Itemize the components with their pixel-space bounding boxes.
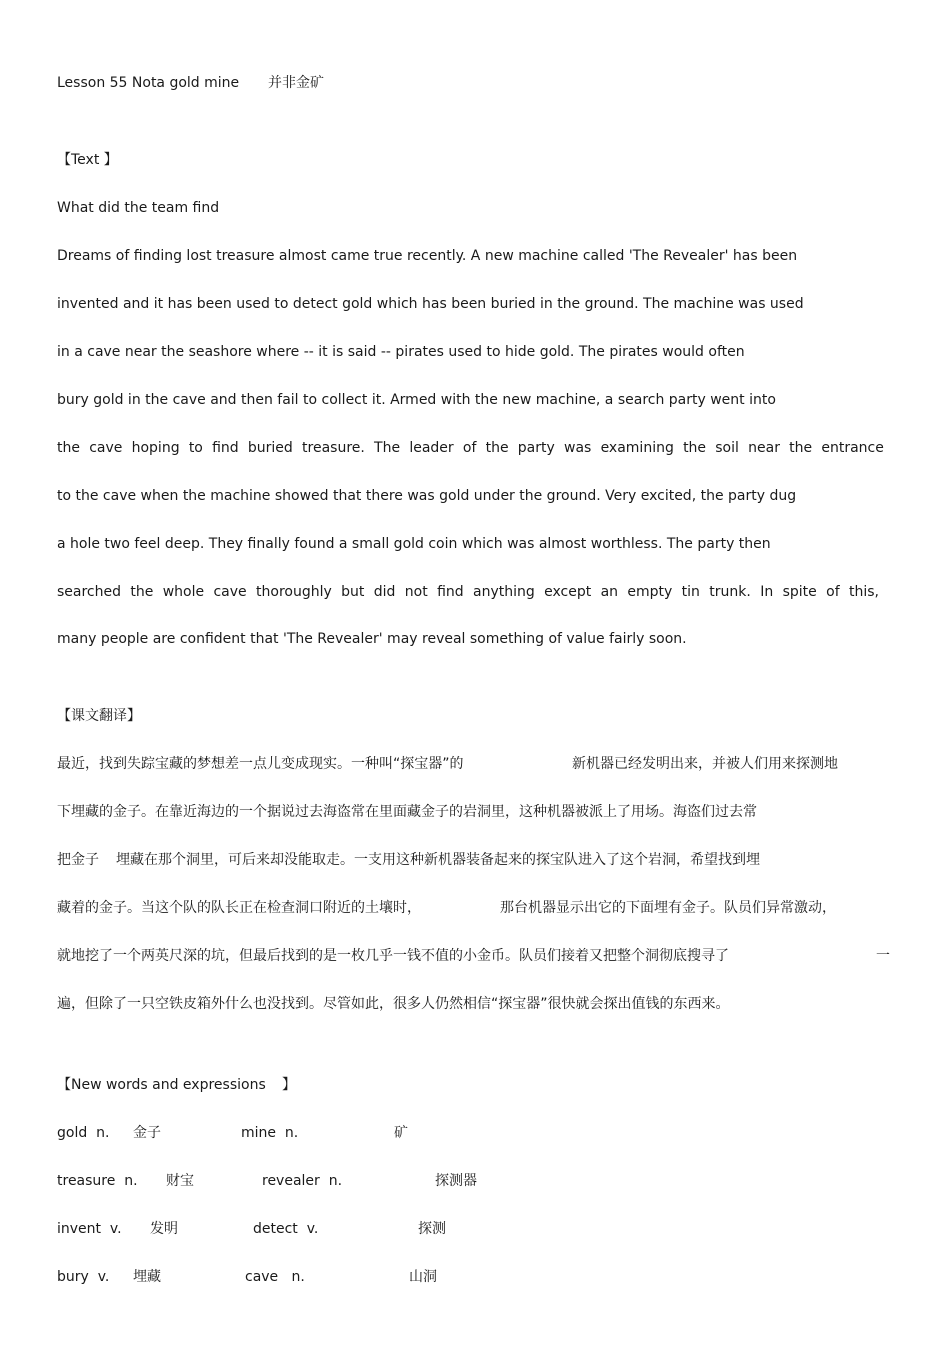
vocab-word: gold n. <box>57 1125 110 1141</box>
text-word: entrance <box>821 440 884 456</box>
text-word: soil <box>715 440 739 456</box>
vocab-word: revealer n. <box>262 1173 343 1189</box>
text-word: the <box>485 440 509 456</box>
vocab-meaning: 发明 <box>150 1221 178 1237</box>
text-word: was <box>564 440 592 456</box>
text-word: of <box>462 440 477 456</box>
translation-line: 最近，找到失踪宝藏的梦想差一点儿变成现实。一种叫“探宝器”的 <box>57 756 464 772</box>
vocab-meaning: 探测器 <box>435 1173 477 1189</box>
text-word: to <box>188 440 203 456</box>
text-word: examining <box>600 440 674 456</box>
text-word: In <box>760 584 774 600</box>
text-line: bury gold in the cave and then fail to collect it. Armed with the new machine, a search party went into <box>57 392 776 408</box>
vocab-meaning: 埋藏 <box>133 1269 161 1285</box>
text-word: cave <box>89 440 123 456</box>
text-word: buried <box>247 440 293 456</box>
translation-line: 把金子 <box>57 852 99 868</box>
vocab-meaning: 探测 <box>418 1221 446 1237</box>
text-word: treasure. <box>302 440 365 456</box>
text-word: the <box>130 584 154 600</box>
lesson-title: Lesson 55 Nota gold mine <box>57 75 240 91</box>
lesson-title-zh: 并非金矿 <box>268 75 324 91</box>
vocab-word: detect v. <box>253 1221 319 1237</box>
vocab-meaning: 矿 <box>394 1125 408 1141</box>
text-word: cave <box>213 584 247 600</box>
text-word: except <box>544 584 592 600</box>
text-word: thoroughly <box>256 584 332 600</box>
text-word: of <box>826 584 840 600</box>
vocab-word: bury v. <box>57 1269 110 1285</box>
vocab-word: cave n. <box>245 1269 305 1285</box>
text-word: leader <box>409 440 454 456</box>
text-line: Dreams of finding lost treasure almost came true recently. A new machine called 'The Revealer' has been <box>57 248 798 264</box>
vocab-word: treasure n. <box>57 1173 138 1189</box>
translation-line: 下埋藏的金子。在靠近海边的一个据说过去海盗常在里面藏金子的岩洞里，这种机器被派上了用场。海盗们过去常 <box>57 804 757 820</box>
vocab-meaning: 财宝 <box>166 1173 194 1189</box>
translation-line: 藏着的金子。当这个队的队长正在检查洞口附近的土壤时， <box>57 900 421 916</box>
text-word: find <box>437 584 464 600</box>
text-word: empty <box>627 584 673 600</box>
text-line: a hole two feel deep. They finally found a small gold coin which was almost worthless. The party then <box>57 536 771 552</box>
text-word: the <box>683 440 707 456</box>
text-word: not <box>404 584 428 600</box>
vocab-word: mine n. <box>241 1125 299 1141</box>
translation-line-tail: 埋藏在那个洞里，可后来却没能取走。一支用这种新机器装备起来的探宝队进入了这个岩洞，希望找到埋 <box>116 852 760 868</box>
translation-heading: 【课文翻译】 <box>57 708 141 724</box>
text-line: invented and it has been used to detect gold which has been buried in the ground. The machine was used <box>57 296 804 312</box>
vocab-word: invent v. <box>57 1221 122 1237</box>
vocab-meaning: 山洞 <box>409 1269 437 1285</box>
text-word: but <box>341 584 365 600</box>
text-word: hoping <box>131 440 180 456</box>
text-line: in a cave near the seashore where -- it is said -- pirates used to hide gold. The pirates would often <box>57 344 745 360</box>
text-word: whole <box>162 584 205 600</box>
translation-line: 遍，但除了一只空铁皮箱外什么也没找到。尽管如此，很多人仍然相信“探宝器”很快就会探出值钱的东西来。 <box>57 996 730 1012</box>
vocab-meaning: 金子 <box>133 1125 161 1141</box>
translation-line-tail: 那台机器显示出它的下面埋有金子。队员们异常激动， <box>500 900 836 916</box>
text-word: near <box>748 440 780 456</box>
text-word: this, <box>849 584 879 600</box>
vocab-heading: 【New words and expressions <box>57 1077 266 1093</box>
translation-line-tail: 一 <box>876 948 890 964</box>
vocab-heading-close: 】 <box>282 1077 296 1093</box>
text-word: trunk. <box>709 584 751 600</box>
text-word: an <box>600 584 619 600</box>
text-word: the <box>57 440 80 456</box>
text-word: tin <box>681 584 700 600</box>
text-word: find <box>212 440 239 456</box>
text-line-justified <box>57 439 884 457</box>
text-heading: 【Text 】 <box>57 152 118 168</box>
text-word: The <box>374 440 401 456</box>
text-line-justified <box>57 583 879 601</box>
text-word: searched <box>57 584 122 600</box>
text-question: What did the team find <box>57 200 220 216</box>
translation-line-tail: 新机器已经发明出来，并被人们用来探测地 <box>572 756 838 772</box>
translation-line: 就地挖了一个两英尺深的坑，但最后找到的是一枚几乎一钱不值的小金币。队员们接着又把整个洞彻底搜寻了 <box>57 948 729 964</box>
text-word: party <box>517 440 555 456</box>
text-line: many people are confident that 'The Revealer' may reveal something of value fairly soon. <box>57 631 687 647</box>
text-word: anything <box>473 584 535 600</box>
text-word: did <box>373 584 396 600</box>
text-word: the <box>789 440 813 456</box>
text-line: to the cave when the machine showed that there was gold under the ground. Very excited, the party dug <box>57 488 797 504</box>
text-word: spite <box>782 584 817 600</box>
